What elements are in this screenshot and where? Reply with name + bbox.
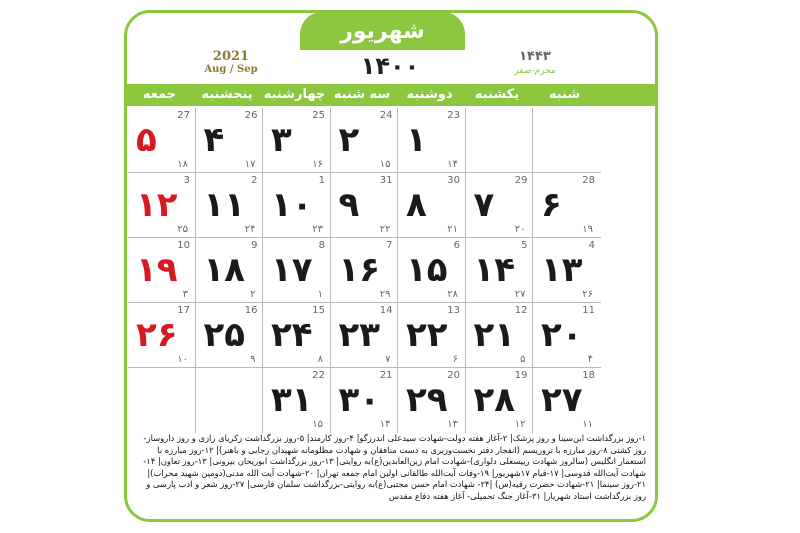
solar-day: ۶ bbox=[541, 185, 562, 225]
gregorian-day: 14 bbox=[379, 305, 393, 316]
hijri-day: ۲۲ bbox=[379, 224, 391, 235]
day-cell[interactable] bbox=[128, 303, 194, 367]
gregorian-year: 2021 bbox=[212, 49, 250, 64]
grid-divider bbox=[465, 108, 466, 433]
day-cell bbox=[128, 368, 194, 432]
gregorian-day: 6 bbox=[453, 240, 460, 251]
day-cell[interactable] bbox=[128, 173, 194, 237]
grid-divider bbox=[397, 108, 398, 433]
grid-divider bbox=[128, 302, 601, 303]
gregorian-months: Aug / Sep bbox=[204, 64, 258, 75]
solar-day: ۱۲ bbox=[136, 185, 178, 225]
grid-divider bbox=[532, 108, 533, 433]
solar-day: ۴ bbox=[203, 120, 225, 160]
gregorian-day: 1 bbox=[318, 175, 325, 186]
hijri-day: ۲۳ bbox=[312, 224, 323, 235]
day-cell[interactable] bbox=[128, 238, 194, 302]
solar-day: ۲۴ bbox=[271, 315, 313, 355]
weekday-label: سه شنبه bbox=[333, 87, 391, 102]
hijri-day: ۱۵ bbox=[312, 419, 323, 430]
day-cell bbox=[533, 108, 599, 172]
hijri-day: ۱۸ bbox=[177, 159, 188, 170]
day-cell[interactable] bbox=[128, 108, 194, 172]
hijri-day: ۵ bbox=[520, 354, 526, 365]
solar-day: ۱۸ bbox=[203, 250, 246, 290]
hijri-day: ۱۴ bbox=[447, 159, 458, 170]
day-cell[interactable] bbox=[466, 303, 532, 367]
gregorian-day: 12 bbox=[514, 305, 528, 316]
hijri-day: ۱۴ bbox=[379, 419, 391, 430]
solar-day: ۹ bbox=[338, 185, 360, 225]
hijri-months: محرم-صفر bbox=[514, 66, 556, 76]
solar-day: ۱۱ bbox=[203, 185, 246, 225]
gregorian-day: 19 bbox=[514, 370, 528, 381]
day-cell[interactable] bbox=[398, 238, 464, 302]
gregorian-day: 27 bbox=[177, 110, 190, 121]
solar-day: ۳ bbox=[271, 120, 292, 160]
hijri-day: ۳ bbox=[182, 289, 188, 300]
gregorian-day: 23 bbox=[447, 110, 460, 121]
occasions-notes: ۱-روز بزرگداشت ابن‌سینا و روز پزشک| ۲-آغاز هفته دولت-شهادت سیدعلی اندرزگو| ۴-روز کارمند| ۵-روز بزرگداشت زکریای رازی و روز داروساز-روز کشتی ۸-روز مبارزه با تروریسم (انفجار دفتر نخست‌وزیری به دست منافقان و شهادت مظلومانه شهیدان رجایی و باهنر)| ۱۲-روز مبارزه با استعمار انگلیس (سالروز شهادت رییسعلی دلواری)-شهادت امام زین‌العابدین(ع)به روایتی| ۱۳-روز بزرگداشت ابوریحان بیرونی| ۱۳-روز تعاون| ۱۴-شهادت آیت‌الله قدوسی| ۱۷-قیام ۱۷شهریور| ۱۹-وفات آیت‌الله طالقانی اولین امام جمعه تهران| ۲۰-شهادت آیت الله مدنی(دومین شهید محراب)| ۲۱-روز سینما| ۲۱-شهادت حضرت رقیه(س) |۲۴- شهادت امام حسن مجتبی(ع)به روایتی-بزرگداشت سلمان فارسی| ۲۷-روز شعر و ادب پارسی و روز بزرگداشت استاد شهریار| ۳۱-آغاز جنگ تحمیلی- آغاز هفته دفاع مقدس bbox=[143, 433, 646, 501]
grid-divider bbox=[128, 367, 601, 368]
gregorian-day: 10 bbox=[177, 240, 190, 251]
solar-day: ۲ bbox=[338, 120, 360, 160]
solar-day: ۱۷ bbox=[271, 250, 313, 290]
weekday-label: دوشنبه bbox=[406, 87, 453, 102]
day-cell[interactable] bbox=[398, 368, 464, 432]
hijri-year: ۱۴۴۳ bbox=[519, 49, 551, 64]
solar-day: ۵ bbox=[136, 120, 157, 160]
day-cell[interactable] bbox=[466, 368, 532, 432]
day-cell[interactable] bbox=[398, 303, 464, 367]
month-title-tab bbox=[300, 12, 465, 50]
day-cell[interactable] bbox=[263, 173, 329, 237]
hijri-day: ۲۰ bbox=[514, 224, 526, 235]
day-cell bbox=[196, 368, 262, 432]
solar-day: ۲۸ bbox=[473, 380, 516, 420]
day-cell[interactable] bbox=[331, 368, 397, 432]
hijri-day: ۱۲ bbox=[514, 419, 526, 430]
grid-divider bbox=[128, 172, 601, 173]
gregorian-day: 26 bbox=[244, 110, 258, 121]
gregorian-day: 16 bbox=[244, 305, 258, 316]
day-cell[interactable] bbox=[263, 238, 329, 302]
solar-year: ۱۴۰۰ bbox=[360, 52, 420, 80]
solar-day: ۲۲ bbox=[406, 315, 448, 355]
gregorian-day: 17 bbox=[177, 305, 190, 316]
hijri-day: ۱۷ bbox=[244, 159, 256, 170]
grid-divider bbox=[330, 108, 331, 433]
hijri-day: ۲۵ bbox=[177, 224, 188, 235]
hijri-day: ۸ bbox=[317, 354, 323, 365]
day-cell[interactable] bbox=[331, 173, 397, 237]
day-cell[interactable] bbox=[263, 368, 329, 432]
gregorian-day: 15 bbox=[312, 305, 325, 316]
day-cell[interactable] bbox=[196, 108, 262, 172]
gregorian-day: 5 bbox=[521, 240, 528, 251]
gregorian-day: 7 bbox=[386, 240, 393, 251]
gregorian-day: 2 bbox=[251, 175, 258, 186]
day-cell[interactable] bbox=[466, 238, 532, 302]
solar-day: ۲۵ bbox=[203, 315, 246, 355]
day-cell[interactable] bbox=[533, 368, 599, 432]
gregorian-day: 9 bbox=[251, 240, 258, 251]
solar-day: ۱۴ bbox=[473, 250, 516, 290]
day-cell[interactable] bbox=[533, 238, 599, 302]
weekday-label: چهارشنبه bbox=[263, 87, 326, 102]
hijri-day: ۱۶ bbox=[312, 159, 323, 170]
solar-day: ۳۱ bbox=[271, 380, 313, 420]
solar-day: ۷ bbox=[473, 185, 495, 225]
day-cell[interactable] bbox=[331, 303, 397, 367]
gregorian-day: 29 bbox=[514, 175, 528, 186]
day-cell[interactable] bbox=[398, 108, 464, 172]
weekday-label: جمعه bbox=[142, 87, 177, 102]
hijri-day: ۱۵ bbox=[379, 159, 391, 170]
gregorian-day: 13 bbox=[447, 305, 460, 316]
solar-day: ۲۰ bbox=[541, 315, 583, 355]
day-cell[interactable] bbox=[196, 238, 262, 302]
gregorian-day: 25 bbox=[312, 110, 325, 121]
day-cell[interactable] bbox=[196, 303, 262, 367]
gregorian-day: 11 bbox=[582, 305, 595, 316]
day-cell[interactable] bbox=[398, 173, 464, 237]
solar-day: ۱۵ bbox=[406, 250, 448, 290]
grid-divider bbox=[128, 237, 601, 238]
weekday-label: یکشنبه bbox=[474, 87, 520, 102]
gregorian-day: 3 bbox=[183, 175, 190, 186]
day-cell[interactable] bbox=[263, 303, 329, 367]
hijri-day: ۶ bbox=[452, 354, 458, 365]
day-cell[interactable] bbox=[196, 173, 262, 237]
hijri-day: ۱ bbox=[317, 289, 323, 300]
hijri-day: ۴ bbox=[587, 354, 593, 365]
hijri-day: ۲۷ bbox=[514, 289, 526, 300]
solar-day: ۱۰ bbox=[271, 185, 313, 225]
gregorian-year-block bbox=[196, 50, 266, 76]
hijri-day: ۱۹ bbox=[582, 224, 593, 235]
day-cell[interactable] bbox=[466, 173, 532, 237]
gregorian-day: 24 bbox=[379, 110, 393, 121]
gregorian-day: 30 bbox=[447, 175, 460, 186]
hijri-day: ۲۸ bbox=[447, 289, 458, 300]
hijri-day: ۹ bbox=[250, 354, 256, 365]
solar-day: ۱۹ bbox=[136, 250, 178, 290]
solar-day: ۸ bbox=[406, 185, 427, 225]
day-cell[interactable] bbox=[331, 108, 397, 172]
gregorian-day: 22 bbox=[312, 370, 325, 381]
month-title: شهریور bbox=[340, 18, 425, 44]
day-cell[interactable] bbox=[533, 173, 599, 237]
hijri-year-block bbox=[500, 50, 570, 78]
day-cell[interactable] bbox=[263, 108, 329, 172]
weekday-label: شنبه bbox=[548, 87, 581, 102]
weekday-header bbox=[126, 84, 656, 106]
grid-divider bbox=[262, 108, 263, 433]
gregorian-day: 18 bbox=[582, 370, 595, 381]
hijri-day: ۲۴ bbox=[244, 224, 256, 235]
gregorian-day: 21 bbox=[379, 370, 393, 381]
solar-day: ۱۶ bbox=[338, 250, 381, 290]
gregorian-day: 20 bbox=[447, 370, 460, 381]
hijri-day: ۱۳ bbox=[447, 419, 458, 430]
hijri-day: ۱۱ bbox=[582, 419, 593, 430]
solar-day: ۲۷ bbox=[541, 380, 583, 420]
solar-day: ۲۶ bbox=[136, 315, 178, 355]
day-cell bbox=[466, 108, 532, 172]
gregorian-day: 8 bbox=[318, 240, 325, 251]
solar-day: ۱۳ bbox=[541, 250, 583, 290]
solar-day: ۳۰ bbox=[338, 380, 381, 420]
gregorian-day: 31 bbox=[379, 175, 393, 186]
hijri-day: ۱۰ bbox=[177, 354, 188, 365]
hijri-day: ۲۱ bbox=[447, 224, 458, 235]
grid-divider bbox=[195, 108, 196, 433]
hijri-day: ۲۹ bbox=[379, 289, 391, 300]
weekday-label: پنجشنبه bbox=[201, 87, 253, 102]
day-cell[interactable] bbox=[331, 238, 397, 302]
hijri-day: ۷ bbox=[385, 354, 391, 365]
day-cell[interactable] bbox=[533, 303, 599, 367]
gregorian-day: 28 bbox=[582, 175, 595, 186]
solar-day: ۱ bbox=[406, 120, 427, 160]
hijri-day: ۲ bbox=[250, 289, 256, 300]
hijri-day: ۲۶ bbox=[582, 289, 593, 300]
solar-day: ۲۱ bbox=[473, 315, 516, 355]
solar-day: ۲۹ bbox=[406, 380, 448, 420]
gregorian-day: 4 bbox=[588, 240, 595, 251]
solar-day: ۲۳ bbox=[338, 315, 381, 355]
